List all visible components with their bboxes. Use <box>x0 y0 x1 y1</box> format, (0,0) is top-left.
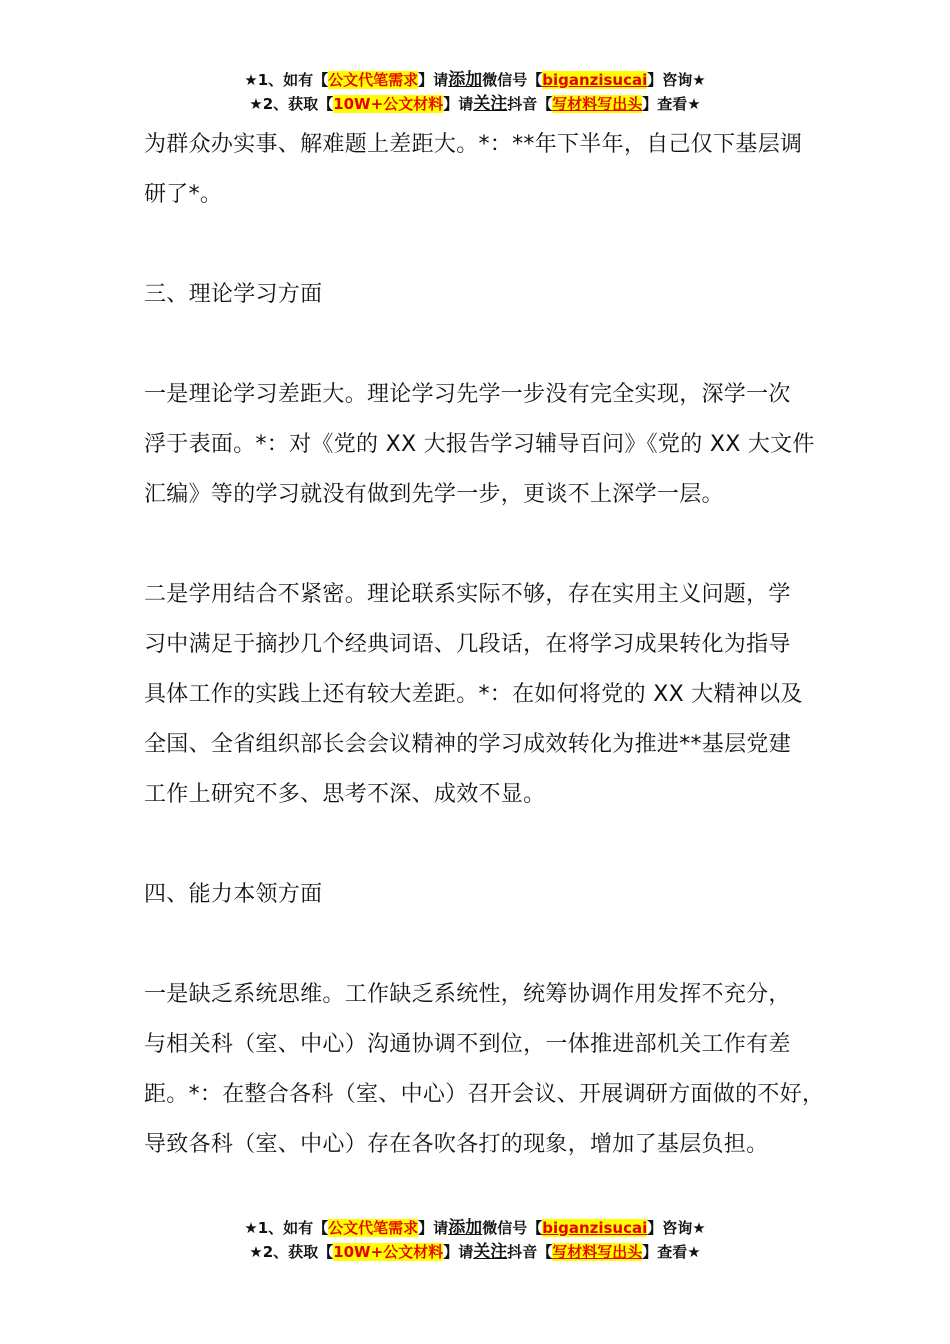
banner-line-1 <box>0 1216 950 1240</box>
text-line: 为群众办实事、解难题上差距大。*：**年下半年，自己仅下基层调 <box>144 132 803 157</box>
text-line: 二是学用结合不紧密。理论联系实际不够，存在实用主义问题，学 <box>144 582 791 607</box>
star-icon: ★ <box>692 1219 706 1237</box>
text-line: 浮于表面。*：对《党的 XX 大报告学习辅导百问》《党的 XX 大文件 <box>144 432 815 457</box>
douyin-account-link[interactable]: 写材料写出头 <box>552 95 643 113</box>
banner-text: 】请 <box>443 1243 474 1261</box>
text-line: 与相关科（室、中心）沟通协调不到位，一体推进部机关工作有差 <box>144 1032 791 1057</box>
paragraph <box>144 970 834 1170</box>
banner-line-1 <box>0 68 950 92</box>
banner-text: 微信号【 <box>482 71 543 89</box>
banner-text: 】查看 <box>642 1243 688 1261</box>
highlight-materials: 10W+公文材料 <box>333 95 444 113</box>
banner-text: 】请 <box>418 71 449 89</box>
banner-line-2 <box>0 92 950 116</box>
banner-emphasis: 添加 <box>448 1218 483 1238</box>
banner-text: 微信号【 <box>482 1219 543 1237</box>
highlight-service: 公文代笔需求 <box>328 71 419 89</box>
text-line: 具体工作的实践上还有较大差距。*：在如何将党的 XX 大精神以及 <box>144 682 803 707</box>
banner-text: 2、获取【 <box>262 95 334 113</box>
banner-emphasis: 关注 <box>473 1242 508 1262</box>
paragraph <box>144 370 834 520</box>
text-line: 一是缺乏系统思维。工作缺乏系统性，统筹协调作用发挥不充分， <box>144 982 791 1007</box>
banner-text: 抖音【 <box>507 95 553 113</box>
star-icon: ★ <box>249 1243 263 1261</box>
banner-line-2 <box>0 1240 950 1264</box>
star-icon: ★ <box>687 95 701 113</box>
text-line: 全国、全省组织部长会会议精神的学习成效转化为推进**基层党建 <box>144 732 792 757</box>
footer-banner <box>0 1216 950 1264</box>
banner-text: 2、获取【 <box>262 1243 334 1261</box>
banner-text: 】请 <box>418 1219 449 1237</box>
banner-text: 】请 <box>443 95 474 113</box>
text-line: 距。*：在整合各科（室、中心）召开会议、开展调研方面做的不好， <box>144 1082 825 1107</box>
banner-text: 抖音【 <box>507 1243 553 1261</box>
highlight-service: 公文代笔需求 <box>328 1219 419 1237</box>
header-banner <box>0 68 950 116</box>
highlight-materials: 10W+公文材料 <box>333 1243 444 1261</box>
text-line: 一是理论学习差距大。理论学习先学一步没有完全实现，深学一次 <box>144 382 791 407</box>
section-heading-3: 三、理论学习方面 <box>144 282 323 307</box>
text-line: 习中满足于摘抄几个经典词语、几段话，在将学习成果转化为指导 <box>144 632 791 657</box>
star-icon: ★ <box>692 71 706 89</box>
wechat-id-link[interactable]: biganzisucai <box>542 1219 648 1237</box>
section-heading-4: 四、能力本领方面 <box>144 882 323 907</box>
text-line: 工作上研究不多、思考不深、成效不显。 <box>144 782 546 807</box>
banner-emphasis: 关注 <box>473 94 508 114</box>
banner-emphasis: 添加 <box>448 70 483 90</box>
text-line: 导致各科（室、中心）存在各吹各打的现象，增加了基层负担。 <box>144 1132 769 1157</box>
star-icon: ★ <box>687 1243 701 1261</box>
star-icon: ★ <box>249 95 263 113</box>
text-line: 汇编》等的学习就没有做到先学一步，更谈不上深学一层。 <box>144 482 724 507</box>
banner-text: 】咨询 <box>647 1219 693 1237</box>
star-icon: ★ <box>244 1219 258 1237</box>
banner-text: 】咨询 <box>647 71 693 89</box>
star-icon: ★ <box>244 71 258 89</box>
douyin-account-link[interactable]: 写材料写出头 <box>552 1243 643 1261</box>
wechat-id-link[interactable]: biganzisucai <box>542 71 648 89</box>
paragraph <box>144 570 834 820</box>
banner-text: 】查看 <box>642 95 688 113</box>
text-line: 研了*。 <box>144 182 223 207</box>
document-body <box>144 120 834 1170</box>
banner-text: 1、如有【 <box>257 71 329 89</box>
paragraph <box>144 120 834 220</box>
banner-text: 1、如有【 <box>257 1219 329 1237</box>
